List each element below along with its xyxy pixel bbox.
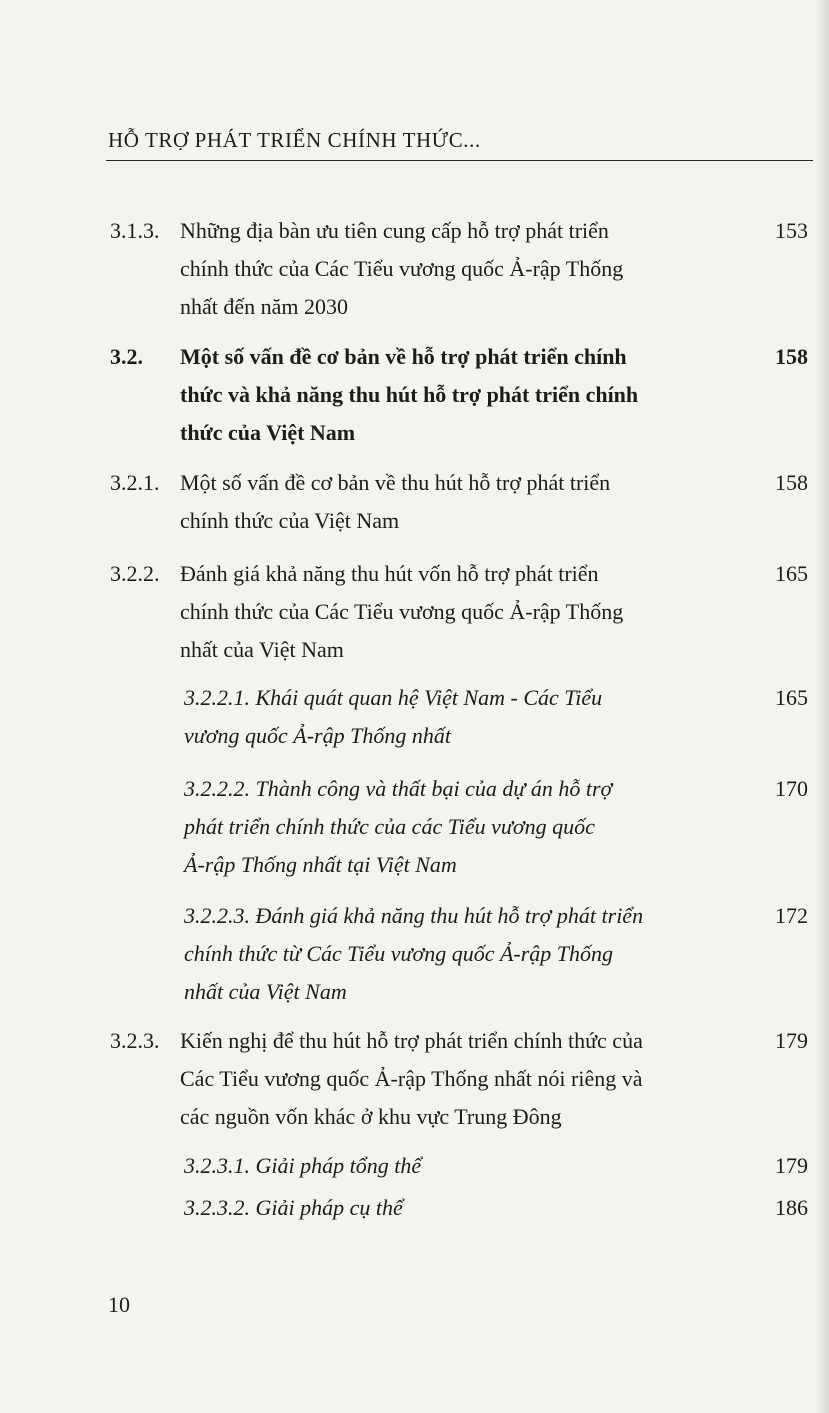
toc-entry-page: 172: [775, 903, 808, 928]
toc-entry-page: 179: [775, 1028, 808, 1053]
toc-entry-3-1-3: [110, 212, 808, 332]
toc-entry-title: Một số vấn đề cơ bản về hỗ trợ phát triển chính thức và khả năng thu hút hỗ trợ phát triển chính thức của Việt Nam: [180, 344, 639, 445]
toc-entry-3-2-3: [110, 1022, 808, 1142]
toc-entry-number: 3.2.3.: [110, 1028, 160, 1053]
toc-entry-title: Những địa bàn ưu tiên cung cấp hỗ trợ phát triển chính thức của Các Tiểu vương quốc Ả-rập Thống nhất đến năm 2030: [180, 218, 624, 319]
toc-entry-title: Một số vấn đề cơ bản về thu hút hỗ trợ phát triển chính thức của Việt Nam: [180, 470, 611, 533]
toc-entry-title: 3.2.3.2. Giải pháp cụ thể: [184, 1195, 403, 1220]
toc-entry-3-2-2: [110, 555, 808, 675]
header-rule: [106, 160, 813, 161]
toc-entry-page: 186: [775, 1195, 808, 1220]
toc-entry-title: 3.2.2.2. Thành công và thất bại của dự án hỗ trợ phát triển chính thức của các Tiểu vương quốc Ả-rập Thống nhất tại Việt Nam: [184, 776, 613, 877]
toc-entry-number: 3.2.1.: [110, 470, 160, 495]
toc-entry-number: 3.1.3.: [110, 218, 160, 243]
toc-entry-3-2-1: [110, 464, 808, 544]
toc-entry-title: Đánh giá khả năng thu hút vốn hỗ trợ phát triển chính thức của Các Tiểu vương quốc Ả-rập Thống nhất của Việt Nam: [180, 561, 624, 662]
toc-entry-page: 170: [775, 776, 808, 801]
page-number: 10: [108, 1292, 130, 1317]
toc-entry-title: 3.2.2.1. Khái quát quan hệ Việt Nam - Các Tiểu vương quốc Ả-rập Thống nhất: [184, 685, 603, 748]
toc-entry-3-2-3-2: [110, 1189, 808, 1229]
toc-entry-page: 158: [775, 344, 808, 369]
toc-entry-3-2-3-1: [110, 1147, 808, 1187]
toc-entry-page: 158: [775, 470, 808, 495]
toc-entry-number: 3.2.: [110, 344, 143, 369]
toc-entry-page: 179: [775, 1153, 808, 1178]
running-header: HỖ TRỢ PHÁT TRIỂN CHÍNH THỨC...: [108, 128, 481, 152]
toc-entry-3-2: [110, 338, 808, 458]
page-edge-shadow: [815, 0, 829, 1413]
toc-entry-3-2-2-2: [110, 770, 808, 890]
toc-entry-page: 165: [775, 685, 808, 710]
toc-entry-3-2-2-1: [110, 679, 808, 759]
toc-entry-page: 153: [775, 218, 808, 243]
toc-entry-page: 165: [775, 561, 808, 586]
toc-entry-3-2-2-3: [110, 897, 808, 1017]
toc-entry-title: 3.2.3.1. Giải pháp tổng thể: [184, 1153, 422, 1178]
toc-entry-number: 3.2.2.: [110, 561, 160, 586]
toc-entry-title: Kiến nghị để thu hút hỗ trợ phát triển chính thức của Các Tiểu vương quốc Ả-rập Thống nhất nói riêng và các nguồn vốn khác ở khu vực Trung Đông: [180, 1028, 643, 1129]
toc-entry-title: 3.2.2.3. Đánh giá khả năng thu hút hỗ trợ phát triển chính thức từ Các Tiểu vương quốc Ả-rập Thống nhất của Việt Nam: [184, 903, 644, 1004]
